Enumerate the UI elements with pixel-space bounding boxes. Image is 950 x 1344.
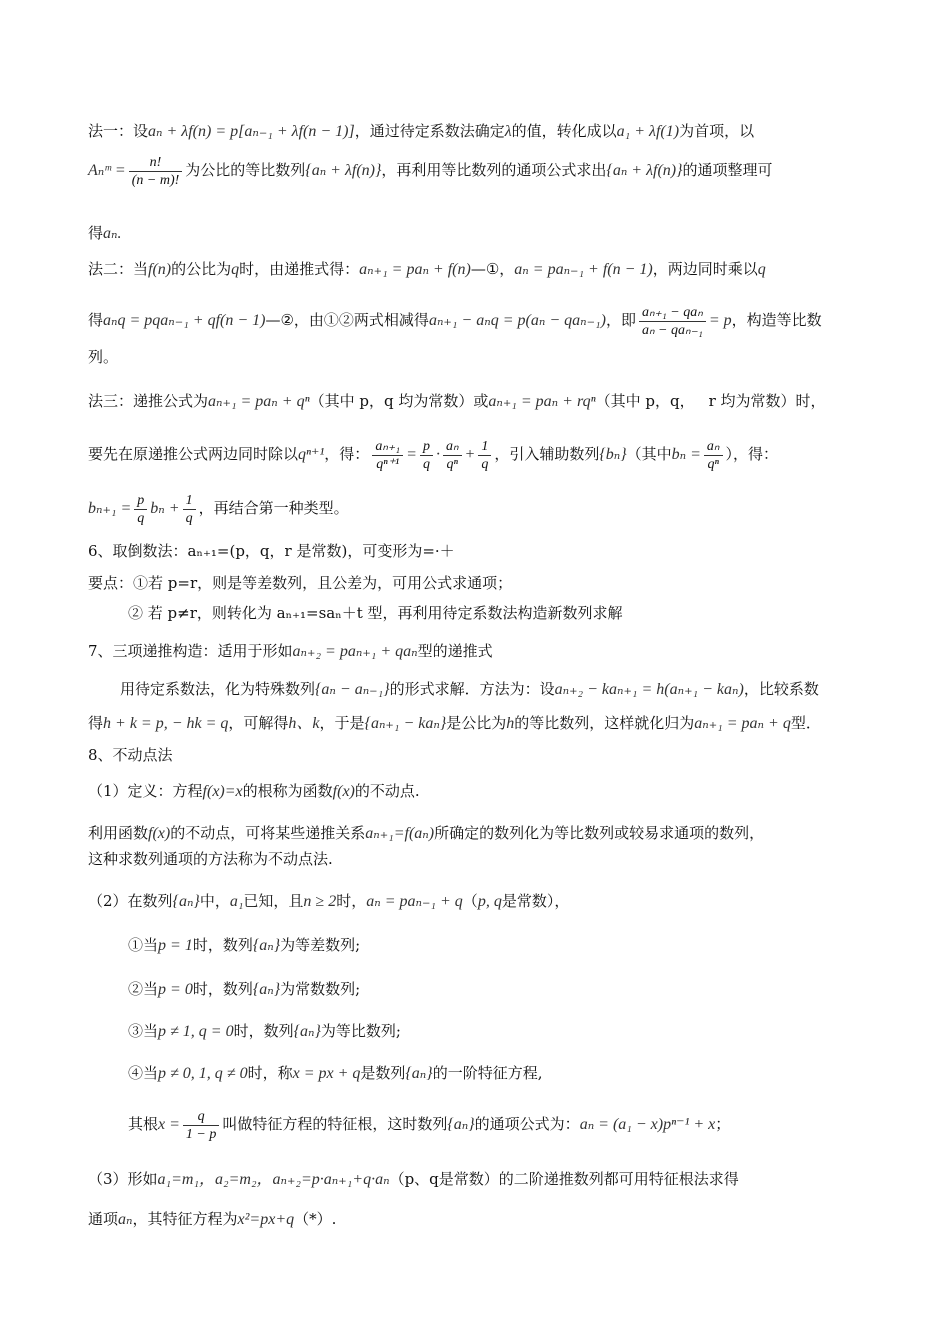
method1-line1	[88, 120, 868, 143]
text-run: r 均为常数）时，	[708, 392, 826, 410]
math-expr: p ≠ 0, 1, q ≠ 0	[158, 1065, 248, 1082]
text-run: 法一：设	[88, 122, 149, 140]
text-run: ，引入辅助数列	[494, 445, 600, 463]
text-run: 1	[478, 438, 491, 456]
text-run: 1	[183, 492, 196, 510]
text-run: 的等比数列，这样就化归为	[514, 714, 695, 732]
math-expr: bₙ₊₁ =	[88, 500, 132, 517]
text-run	[183, 1108, 219, 1143]
math-expr: {aₙ}	[252, 937, 281, 954]
text-run: p	[420, 438, 433, 456]
text-run: （	[462, 892, 478, 910]
text-run	[639, 304, 706, 339]
method1-line2	[88, 150, 868, 191]
text-run: （2）在数列	[88, 892, 173, 910]
text-run: （其中	[626, 445, 672, 463]
math-expr: a₁=m₁，a₂=m₂，aₙ₊₂=p·aₙ₊₁+q·aₙ	[157, 1171, 390, 1188]
text-run: aₙ − qaₙ₋₁	[641, 322, 703, 338]
text-run: 的形式求解．方法为：设	[389, 680, 555, 698]
method2-line2	[88, 300, 868, 341]
math-expr: x = px + q	[292, 1065, 361, 1082]
math-expr: +	[464, 446, 476, 463]
text-run: qⁿ	[707, 456, 719, 472]
text-run: 1 − p	[185, 1126, 217, 1142]
math-expr: aₙ₊₁ − aₙq = p(aₙ − qaₙ₋₁)	[428, 312, 606, 329]
text-run: 为首项，以	[679, 122, 755, 140]
math-expr: n ≥ 2	[303, 893, 337, 910]
math-expr: {aₙ}	[405, 1065, 433, 1082]
math-expr: f(x)	[332, 783, 355, 800]
text-run: —①，	[470, 260, 515, 278]
text-run: 的通项整理可	[682, 161, 773, 179]
text-run	[704, 438, 723, 473]
math-expr: q	[231, 261, 240, 278]
text-run	[134, 492, 147, 527]
math-expr: aₙ = (a₁ − x)pⁿ⁻¹ + x	[579, 1116, 716, 1133]
text-run: aₙ	[704, 438, 723, 456]
math-expr: p ≠ 1, q = 0	[158, 1023, 234, 1040]
text-run: 时，称	[247, 1064, 293, 1082]
section8-title: 8、不动点法	[88, 746, 173, 764]
text-run: 为公比的等比数列	[185, 161, 306, 179]
text-run: 为等比数列;	[320, 1022, 401, 1040]
math-expr: x =	[158, 1116, 180, 1133]
text-run: 的不动点.	[354, 782, 420, 800]
math-expr: aₙ₊₁ = paₙ + qⁿ	[208, 393, 310, 410]
text-run: qⁿ⁺¹	[376, 456, 400, 472]
rule-1	[128, 934, 908, 957]
text-run: 的根称为函数	[242, 782, 333, 800]
text-run: qⁿ	[446, 456, 458, 472]
text-run: q	[185, 510, 193, 526]
text-run: 型．	[790, 714, 821, 732]
characteristic-root	[128, 1100, 908, 1149]
text-run: 得	[88, 311, 104, 329]
text-run: 其根	[128, 1115, 159, 1133]
text-run: aₙ₊₁ − qaₙ	[639, 304, 706, 322]
text-run	[478, 438, 491, 473]
text-run: 的不动点，可将某些递推关系	[170, 824, 366, 842]
math-expr: f(x)	[148, 825, 171, 842]
text-run: 法二：当	[88, 260, 149, 278]
math-expr: {aₙ − aₙ₋₁}	[315, 681, 390, 698]
math-expr: aₙ = paₙ₋₁ + f(n − 1)	[514, 261, 653, 278]
text-run: q	[481, 456, 489, 472]
math-expr: =	[406, 446, 417, 463]
text-run: 是常数），	[501, 892, 570, 910]
text-run: 所确定的数列化为等比数列或较易求通项的数列，	[434, 824, 765, 842]
text-run: 已知，且	[243, 892, 304, 910]
rule-2	[128, 978, 908, 1001]
text-run: 用待定系数法，化为特殊数列	[120, 680, 316, 698]
section7-line3	[88, 712, 868, 735]
text-run: ②当	[128, 980, 159, 998]
text-run: p	[134, 492, 147, 510]
math-expr: p, q	[477, 893, 502, 910]
math-expr: bₙ +	[150, 500, 180, 517]
text-run: q	[183, 1108, 219, 1126]
text-run: ；	[715, 1115, 731, 1133]
math-expr: {aₙ}	[447, 1116, 475, 1133]
text-run: 的通项公式为：	[474, 1115, 580, 1133]
text-run: 得	[88, 224, 104, 242]
method3-line1	[88, 390, 868, 413]
math-expr: {aₙ}	[293, 1023, 321, 1040]
text-run: 时，数列	[233, 1022, 294, 1040]
math-expr: h、k	[288, 715, 320, 732]
text-run: 法三：递推公式为	[88, 392, 209, 410]
text-run: ，于是	[319, 714, 365, 732]
math-expr: aₙ = paₙ₋₁ + q	[366, 893, 463, 910]
text-run: ，构造等比数	[731, 311, 822, 329]
math-expr: h	[506, 715, 515, 732]
text-run: 的值，转化成以	[511, 122, 617, 140]
text-run: ，其特征方程为	[132, 1210, 238, 1228]
section8-case2	[88, 890, 868, 913]
math-expr: f(x)=x	[202, 783, 243, 800]
text-run: 中，	[199, 892, 230, 910]
math-expr: = p	[708, 312, 732, 329]
text-run: （p、q是常数）的二阶递推数列都可用特征根法求得	[389, 1170, 739, 1188]
math-expr: p = 0	[158, 981, 193, 998]
math-expr: aₙ₊₁ = paₙ + rqⁿ	[488, 393, 596, 410]
math-expr: aₙ₊₁ = paₙ + f(n)	[359, 261, 471, 278]
text-run	[443, 438, 462, 473]
text-run: n!	[129, 154, 183, 172]
math-expr: q	[757, 261, 766, 278]
text-run: （3）形如	[88, 1170, 158, 1188]
section8-definition	[88, 780, 868, 803]
text-run: aₙ	[443, 438, 462, 456]
text-run: 通项	[88, 1210, 119, 1228]
math-expr: aₙq = pqaₙ₋₁ + qf(n − 1)	[103, 312, 266, 329]
section8-case3	[88, 1168, 868, 1191]
math-expr: bₙ =	[671, 446, 701, 463]
text-run: ，两边同时乘以	[652, 260, 758, 278]
math-expr: aₙ₊₂ = paₙ₊₁ + qaₙ	[292, 643, 418, 660]
text-run: ，得：	[324, 445, 370, 463]
text-run: (n − m)!	[131, 172, 180, 188]
section8-usage1	[88, 822, 868, 845]
math-expr: aₙ + λf(n) = p[aₙ₋₁ + λf(n − 1)]	[148, 123, 355, 140]
section6-title: 6、取倒数法：aₙ₊₁=(p，q，r 是常数)，可变形为=·＋	[88, 542, 455, 560]
math-expr: {aₙ₊₁ − kaₙ}	[364, 715, 447, 732]
text-run: 时，	[336, 892, 367, 910]
method3-line2	[88, 430, 868, 479]
method1-line3	[88, 222, 868, 245]
section8-usage2: 这种求数列通项的方法称为不动点法.	[88, 850, 333, 868]
math-expr: qⁿ⁺¹	[298, 446, 325, 463]
math-expr: {aₙ}	[252, 981, 281, 998]
math-expr: a₁	[229, 893, 244, 910]
section8-case3-line2	[88, 1208, 868, 1231]
math-expr: aₙ₊₁=f(aₙ)	[365, 825, 435, 842]
text-run: ，再结合第一种类型。	[198, 499, 349, 517]
rule-4	[128, 1062, 908, 1085]
text-run: 列。	[88, 348, 119, 366]
text-run	[129, 154, 183, 189]
text-run: 利用函数	[88, 824, 149, 842]
section7-line2	[120, 678, 900, 701]
math-expr: aₙ.	[103, 225, 122, 242]
text-run: q	[422, 456, 430, 472]
text-run: ①当	[128, 936, 159, 954]
text-run: （其中 p，q 均为常数）或	[309, 392, 489, 410]
math-expr: aₙ₊₂ − kaₙ₊₁ = h(aₙ₊₁ − kaₙ)	[554, 681, 744, 698]
text-run: 时，数列	[192, 980, 253, 998]
section7-title	[88, 640, 868, 663]
text-run: 是公比为	[446, 714, 507, 732]
text-run: 为常数数列;	[280, 980, 361, 998]
text-run	[420, 438, 433, 473]
text-run: 7、三项递推构造：适用于形如	[88, 642, 293, 660]
math-expr: {aₙ}	[172, 893, 200, 910]
text-run: ，通过待定系数法确定	[354, 122, 505, 140]
text-run: （其中 p，q，	[595, 392, 695, 410]
text-run: 叫做特征方程的特征根，这时数列	[222, 1115, 448, 1133]
math-expr: {aₙ + λf(n)}	[606, 162, 683, 179]
text-run: —②，由①②两式相减得	[265, 311, 429, 329]
math-expr: aₙ	[118, 1211, 133, 1228]
text-run: ，即	[605, 311, 636, 329]
text-run: ③当	[128, 1022, 159, 1040]
text-run: aₙ₊₁	[372, 438, 403, 456]
text-run: 要先在原递推公式两边同时除以	[88, 445, 299, 463]
method3-line3	[88, 486, 868, 531]
text-run: 是数列	[360, 1064, 406, 1082]
text-run: q	[137, 510, 145, 526]
method2-line3	[88, 346, 868, 368]
text-run: ），得：	[725, 445, 779, 463]
text-run: 时，由递推式得：	[239, 260, 360, 278]
math-expr: f(n)	[148, 261, 172, 278]
text-run: ，比较系数	[743, 680, 819, 698]
section6-key2: ② 若 p≠r，则转化为 aₙ₊₁=saₙ＋t 型，再利用待定系数法构造新数列求解	[128, 604, 623, 622]
text-run: 时，数列	[192, 936, 253, 954]
math-expr: {aₙ + λf(n)}	[305, 162, 382, 179]
text-run: 的一阶特征方程,	[432, 1064, 543, 1082]
text-run: 为等差数列;	[280, 936, 361, 954]
text-run: ，再利用等比数列的通项公式求出	[381, 161, 607, 179]
math-expr: p = 1	[158, 937, 193, 954]
text-run: 得	[88, 714, 104, 732]
math-expr: h + k = p, − hk = q	[103, 715, 229, 732]
text-run: ，可解得	[228, 714, 289, 732]
text-run	[183, 492, 196, 527]
math-expr: Aₙᵐ =	[88, 162, 126, 179]
text-run: 的公比为	[171, 260, 232, 278]
math-expr: {bₙ}	[599, 446, 627, 463]
method2-line1	[88, 258, 868, 281]
text-run	[372, 438, 403, 473]
math-expr: λ	[504, 123, 512, 140]
math-expr: ·	[435, 446, 440, 463]
section6-key1: 要点：①若 p=r，则是等差数列，且公差为，可用公式求通项；	[88, 574, 513, 592]
text-run: 型的递推式	[417, 642, 493, 660]
text-run: （1）定义：方程	[88, 782, 203, 800]
rule-3	[128, 1020, 908, 1043]
text-run: ④当	[128, 1064, 159, 1082]
text-run: （*）.	[294, 1210, 337, 1228]
math-expr: x²=px+q	[237, 1211, 295, 1228]
math-expr: a₁ + λf(1)	[616, 123, 680, 140]
math-expr: aₙ₊₁ = paₙ + q	[694, 715, 791, 732]
